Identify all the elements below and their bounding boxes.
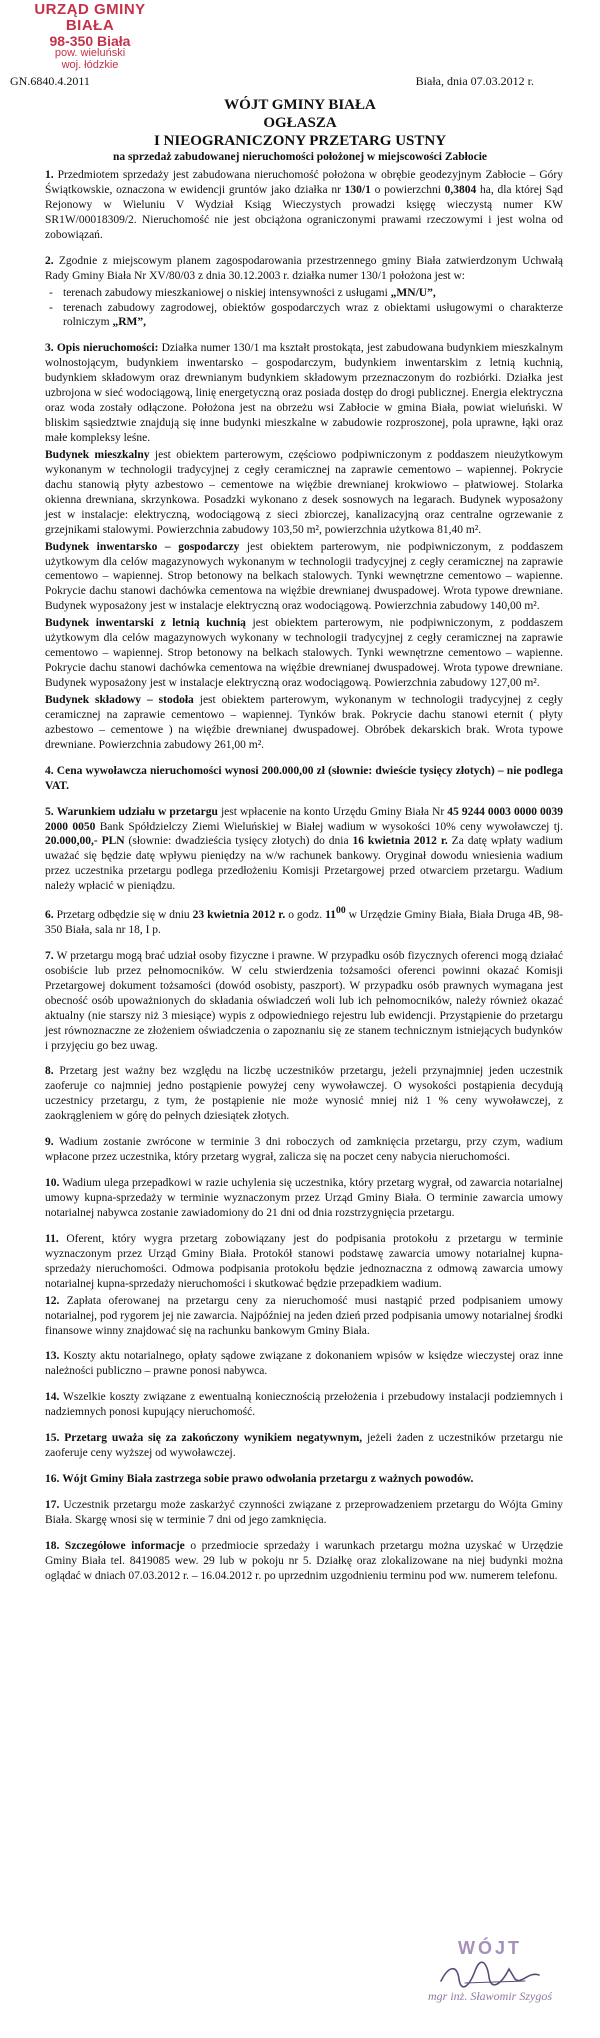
- handwritten-signature: [435, 1961, 545, 1989]
- section-15: [45, 1431, 563, 1461]
- section-2: [45, 254, 563, 284]
- heading-line-2: OGŁASZA: [263, 115, 337, 131]
- section-heading: Przetarg uważa się za zakończony wynikiem negatywnym,: [64, 1432, 363, 1445]
- building-text: jest obiektem parterowym, nie podpiwniczonym, z poddaszem użytkowym dla celów magazynowych wykonany w technologii tradycyjnej z cegły ceramicznej na zaprawie cementowo – wapiennej. Strop betonowy na belkach stalowych. Tynki wewnętrzne cementowo – wapienne. Pokrycie dachu stanowi dachówka cementowa na więźbie drewnianej dwuspadowej. Wrota typowe drewniane. Budynek wyposażony jest w instalacje elektryczną oraz wodociągową. Powierzchnia zabudowy 127,00 m².: [45, 617, 564, 689]
- building-barn: [45, 693, 563, 753]
- auction-minutes: 00: [336, 905, 346, 917]
- section-number: 16.: [45, 1473, 60, 1486]
- section-10: [45, 1176, 563, 1221]
- section-6: [45, 905, 563, 938]
- section-text: (słownie: dwadzieścia tysięcy złotych) do dnia: [128, 835, 349, 848]
- section-text: ha, dla której Sąd Rejonowy w Wieluniu V Wydział Ksiąg Wieczystych prowadzi księgę wieczystą numer KW SR1W/00018309/2. Nieruchomość nie jest obciążona ograniczonymi prawami rzeczowymi i jest wolna od zobowiązań.: [45, 183, 564, 241]
- section-number: 3.: [45, 342, 54, 355]
- list-item: [63, 301, 563, 331]
- section-3: [45, 341, 563, 446]
- heading-subtitle: na sprzedaż zabudowanej nieruchomości położonej w miejscowości Zabłocie: [112, 151, 488, 163]
- section-number: 17.: [45, 1499, 60, 1512]
- section-text: w Urzędzie Gminy Biała, Biała Druga 4B, 98-350 Biała, sala nr 18, I p.: [45, 909, 563, 936]
- section-text: Za datę wpłaty wadium uważać się będzie datę wpływu pieniędzy na w/w rachunek bankowy. Oryginał dowodu wniesienia wadium przez uczestnika przetargu podlega przedłożeniu Komisji Przetargowej przed otwarciem przetargu. Wadium należy wpłacić w pieniądzu.: [45, 835, 563, 893]
- stamp-line-1: URZĄD GMINY BIAŁA: [34, 1, 146, 34]
- section-text: Zapłata oferowanej na przetargu ceny za nieruchomość musi nastąpić przed podpisaniem umowy notarialnej, pod rygorem jej nie zawarcia. Najpóźniej na jeden dzień przed podpisania umowy notarialnej środki finansowe winny znajdować się na rachunku bankowym Gminy Biała.: [45, 1294, 563, 1337]
- section-number: 1.: [45, 169, 54, 181]
- section-number: 6.: [45, 909, 54, 922]
- section-number: 14.: [45, 1391, 60, 1404]
- section-text: o godz.: [288, 909, 323, 922]
- plot-area: 0,3804: [444, 183, 477, 196]
- section-heading: Warunkiem udziału w przetargu: [56, 805, 218, 818]
- section-1: [45, 168, 563, 243]
- building-livestock-utility: [45, 540, 563, 615]
- section-number: 10.: [45, 1177, 60, 1190]
- heading: [0, 96, 600, 165]
- heading-line-3: I NIEOGRANICZONY PRZETARG USTNY: [153, 133, 447, 149]
- stamp-line-4: woj. łódzkie: [61, 58, 119, 71]
- section-text: Zgodnie z miejscowym planem zagospodarowania przestrzennego gminy Biała zatwierdzonym Uchwałą Rady Gminy Biała Nr XV/80/03 z dnia 30.12.2003 r. działka numer 130/1 położona jest w:: [45, 254, 564, 282]
- section-number: 4.: [45, 764, 54, 777]
- section-text: Przetarg odbędzie się w dniu: [56, 909, 190, 922]
- section-number: 18.: [45, 1539, 60, 1552]
- reference-number: GN.6840.4.2011: [10, 74, 90, 88]
- building-livestock-kitchen: [45, 616, 563, 691]
- list-item-text: terenach zabudowy zagrodowej, obiektów gospodarczych wraz z obiektami usługowymi o charakterze rolniczym: [63, 301, 563, 329]
- auction-time: [325, 905, 346, 922]
- section-7: [45, 949, 563, 1054]
- section-text: Oferent, który wygra przetarg zobowiązany jest do podpisania protokołu z przetargu w terminie wyznaczonym przez Urząd Gminy Biała. Protokół stanowi podstawę zawarcia umowy notarialnej kupna-sprzedaży nieruchomości. Odmowa podpisania protokołu będzie jednoznaczna z odmową zawarcia umowy notarialnej kupna-sprzedaży nieruchomości i skutkować będzie przepadkiem wadium.: [45, 1232, 564, 1290]
- building-title: Budynek inwentarski z letnią kuchnią: [45, 617, 246, 630]
- section-12: [45, 1294, 563, 1339]
- section-text: Koszty aktu notarialnego, opłaty sądowe związane z dokonaniem wpisów w księdze wieczystej oraz inne należności publiczno – prawne ponosi nabywca.: [45, 1350, 564, 1378]
- section-5: [45, 805, 563, 895]
- section-text: Bank Spółdzielczy Ziemi Wieluńskiej w Białej wadium w wysokości 10% ceny wywoławczej tj.: [99, 820, 563, 833]
- section-text: o powierzchni: [374, 183, 441, 196]
- section-number: 5.: [45, 805, 54, 818]
- auction-hour: 11: [325, 909, 337, 922]
- building-residential: [45, 448, 563, 538]
- section-11: [45, 1232, 563, 1292]
- plot-number: 130/1: [344, 183, 371, 196]
- building-title: Budynek mieszkalny: [45, 448, 150, 461]
- stamp-line-2: 98-350 Biała: [49, 32, 131, 49]
- starting-price: Cena wywoławcza nieruchomości wynosi 200.000,00 zł (słownie: dwieście tysięcy złotych) – nie podlega VAT.: [45, 764, 563, 792]
- section-text: W przetargu mogą brać udział osoby fizyczne i prawne. W przypadku osób fizycznych oferenci mogą działać osobiście lub przez pełnomocników. W celu stwierdzenia tożsamości oferenci powinni okazać Komisji Przetargowej dokument tożsamości (dowód osobisty, paszport). W przypadku osób prawnych wymagana jest obecność osób upoważnionych do składania oświadczeń woli lub ich pełnomocników, należy również okazać aktualny (nie starszy niż 3 miesiące) wypis z odpowiedniego rejestru lub ewidencji. Przystąpienie do przetargu jest równoznaczne ze złożeniem oświadczenia o zapoznaniu się ze stanem technicznym istniejących budynków i przyjęciu go bez uwag.: [45, 949, 563, 1052]
- stamp-line-3: pow. wieluński: [54, 47, 126, 60]
- office-stamp: [10, 2, 170, 71]
- section-17: [45, 1498, 563, 1528]
- section-heading: Opis nieruchomości:: [56, 342, 159, 355]
- document-body: [45, 168, 563, 1595]
- section-text: Wadium ulega przepadkowi w razie uchylenia się uczestnika, który przetarg wygrał, od zawarcia notarialnej umowy kupna-sprzedaży w terminie wyznaczonym przez Urząd Gminy Biała. O terminie zawarcia umowy notarialnej nabywca zostanie zawiadomiony do 21 dni od dnia rozstrzygnięcia przetargu.: [45, 1177, 563, 1219]
- section-number: 9.: [45, 1136, 54, 1149]
- section-number: 13.: [45, 1350, 60, 1363]
- building-text: jest obiektem parterowym, wykonanym w technologii tradycyjnej z cegły ceramicznej na zaprawie cementowo – wapiennej. Tynków brak. Pokrycie dachu stanowi eternit ( płyty azbestowo – cementowe ) na więźbie drewnianej dwuspadowej. Obróbek dekarskich brak. Wrota typowe drewniane. Powierzchnia zabudowy 261,00 m².: [45, 693, 564, 751]
- section-13: [45, 1349, 563, 1379]
- section-text: Przedmiotem sprzedaży jest zabudowana nieruchomość położona w obrębie geodezyjnym Zabłocie – Góry Świątkowskie, oznaczona w ewidencji gruntów jako działka nr: [45, 169, 563, 196]
- deposit-deadline: 16 kwietnia 2012 r.: [352, 835, 448, 848]
- bank-account-number: 45 9244 0003 0000 0039 2000 0050: [45, 805, 564, 833]
- section-number: 8.: [45, 1065, 54, 1078]
- section-number: 12.: [45, 1294, 60, 1307]
- heading-line-1: WÓJT GMINY BIAŁA: [224, 97, 376, 113]
- list-item-text: terenach zabudowy mieszkaniowej o niskiej intensywności z usługami: [63, 286, 388, 299]
- section-14: [45, 1390, 563, 1420]
- section-4: [45, 764, 563, 794]
- section-text: Wadium zostanie zwrócone w terminie 3 dni roboczych od zamknięcia przetargu, przy czym, wadium wpłacone przez uczestnika, który przetarg wygrał, zalicza się na poczet ceny nabycia nieruchomości.: [45, 1136, 563, 1164]
- date-line: Biała, dnia 07.03.2012 r.: [415, 74, 534, 88]
- list-item: [63, 286, 563, 301]
- section-text: Przetarg jest ważny bez względu na liczbę uczestników przetargu, jeżeli przynajmniej jeden uczestnik zaoferuje co najmniej jedno postąpienie powyżej ceny wywoławczej. O wysokości postąpienia decydują uczestnicy przetargu, z tym, że postąpienie nie może wynosić mniej niż 1 % ceny wywoławczej, z zaokrągleniem w górę do pełnych dziesiątek złotych.: [45, 1065, 563, 1123]
- section-8: [45, 1064, 563, 1124]
- signature-name: mgr inż. Sławomir Szygoś: [427, 1989, 552, 2003]
- section-heading: Szczegółowe informacje: [64, 1539, 185, 1552]
- deposit-amount: 20.000,00,- PLN: [45, 835, 125, 848]
- section-text: Wszelkie koszty związane z ewentualną koniecznością przełożenia i przebudowy instalacji podziemnych i nadziemnych ponosi kupujący nieruchomość.: [45, 1391, 563, 1419]
- signature-block: [400, 1938, 580, 2004]
- building-title: Budynek składowy – stodoła: [45, 693, 194, 706]
- section-number: 15.: [45, 1432, 60, 1445]
- section-number: 2.: [45, 254, 54, 267]
- building-text: jest obiektem parterowym, nie podpiwniczonym, z poddaszem użytkowym dla celów magazynowych wykonanym w technologii tradycyjnej z cegły ceramicznej na zaprawie cementowo – wapiennej. Strop betonowy na belkach stalowych. Tynki wewnętrzne cementowo – wapienne. Pokrycie dachu stanowi dachówka cementowa na więźbie drewnianej dwuspadowej. Wrota typowe drewniane. Budynek wyposażony jest w instalacje elektryczną oraz wodociągową. Powierzchnia zabudowy 140,00 m².: [45, 540, 564, 613]
- section-text: o przedmiocie sprzedaży i warunkach przetargu można uzyskać w Urzędzie Gminy Biała tel. 8419085 wew. 29 lub w pokoju nr 5. Działkę oraz zlokalizowane na niej budynki można oglądać w dniach 07.03.2012 r. – 16.04.2012 r. po uprzednim uzgodnieniu terminu pod ww. numerem telefonu.: [45, 1539, 564, 1582]
- zoning-code: „MN/U”,: [390, 286, 436, 299]
- zoning-list: [45, 286, 563, 331]
- section-text: jest wpłacenie na konto Urzędu Gminy Biała Nr: [220, 805, 445, 818]
- section-number: 11.: [45, 1232, 59, 1245]
- section-number: 7.: [45, 949, 54, 962]
- section-18: [45, 1539, 563, 1584]
- auction-date: 23 kwietnia 2012 r.: [192, 909, 286, 922]
- section-text: jeżeli żaden z uczestników przetargu nie zaoferuje ceny wyższej od wywoławczej.: [45, 1432, 564, 1460]
- section-heading: Wójt Gminy Biała zastrzega sobie prawo odwołania przetargu z ważnych powodów.: [62, 1473, 474, 1486]
- section-text: Uczestnik przetargu może zaskarżyć czynności związane z przeprowadzeniem przetargu do Wójta Gminy Biała. Skargę wnosi się w terminie 7 dni od jego zamknięcia.: [45, 1499, 563, 1526]
- section-16: [45, 1472, 563, 1487]
- building-title: Budynek inwentarsko – gospodarczy: [45, 540, 240, 553]
- signature-title: WÓJT: [458, 1938, 522, 1958]
- building-text: jest obiektem parterowym, częściowo podpiwniczonym z poddaszem nieużytkowym wykonanym w technologii tradycyjnej z cegły ceramicznej na zaprawie cementowo – wapiennej. Pokrycie dachu stanowią płyty azbestowo – cementowe na więźbie drewnianej krokwiowo – płatwiowej. Stolarka okienna drewniana, skrzynkowa. Posadzki wykonano z desek sosnowych na legarach. Budynek wyposażony jest w instalacje: elektryczną, wodociągową z sieci zbiorczej, kanalizacyjną oraz centralne ogrzewanie z grzejnikami stalowymi. Powierzchnia zabudowy 103,50 m², powierzchnia użytkowa 81,40 m².: [45, 448, 563, 536]
- zoning-code: „RM”,: [112, 316, 147, 329]
- section-text: Działka numer 130/1 ma kształt prostokąta, jest zabudowana budynkiem mieszkalnym wolnostojącym, budynkiem inwentarsko – gospodarczym, budynkiem inwentarskim z letnią kuchnią, budynkiem składowym oraz drewnianym budynkiem składowym przeznaczonym do rozbiórki. Działka jest uzbrojona w sieć wodociągową, linię energetyczną oraz posiada dostęp do drogi publicznej. Energia elektryczna oraz woda zostały odłączone. Położona jest na obrzeżu wsi Zabłocie w gmina Biała, powiat wieluński. W bliskim sąsiedztwie znajdują się inne budynki mieszkalne w zabudowie rozproszonej, pola uprawne, łąki oraz małe kompleksy leśne.: [45, 342, 564, 444]
- section-9: [45, 1135, 563, 1165]
